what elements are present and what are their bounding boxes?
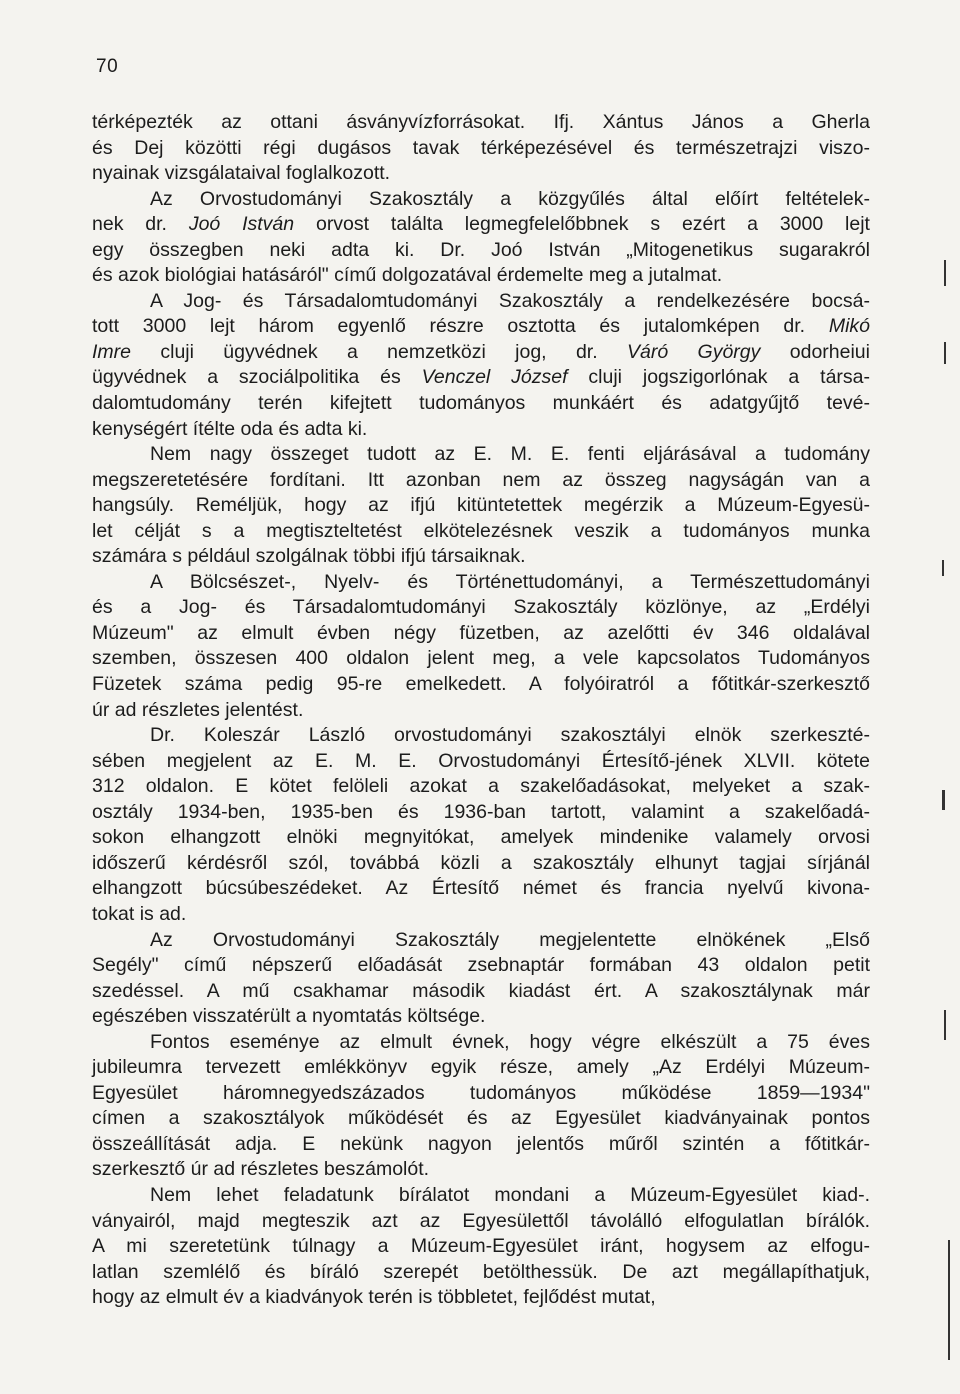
text-line: sében megjelent az E. M. E. Orvostudományi Értesítő-jének XLVII. kötete [92,749,870,772]
text-line: Fontos eseménye az elmult évnek, hogy végre elkészült a 75 éves [150,1030,870,1053]
scan-edge-mark [948,1240,950,1360]
text-line: Az Orvostudományi Szakosztály a közgyűlés által előírt feltételek- [150,187,870,210]
text-line: Füzetek száma pedig 95-re emelkedett. A folyóiratról a főtitkár-szerkesztő [92,673,870,696]
text-line: úr ad részletes jelentést. [92,698,304,721]
text-line: egészében visszatérült a nyomtatás költsége. [92,1005,486,1028]
text-line: nek dr. Joó István orvost találta legmegfelelőbbnek s ezért a 3000 lejt [92,213,870,236]
text-line: Az Orvostudományi Szakosztály megjelentette elnökének „Első [150,928,870,951]
text-line: tott 3000 lejt három egyenlő részre osztotta és jutalomképen dr. Mikó [92,315,870,338]
text-line: latlan szemlélő és bíráló szerepét betölthessük. De azt megállapíthatjuk, [92,1260,870,1283]
text-line: A Bölcsészet-, Nyelv- és Történettudományi, a Természettudományi [150,570,870,593]
text-line: szerkesztő úr ad részletes beszámolót. [92,1158,430,1181]
text-line: összeállítását adja. E nekünk nagyon jelentős műről szintén a főtitkár- [92,1132,870,1155]
text-line: és Dej közötti régi dugásos tavak térképezésével és természetrajzi viszo- [92,136,870,159]
text-line: let célját s a megtiszteltetést elkötelezésnek veszik a tudományos munka [92,519,870,542]
text-line: ványairól, majd megteszik azt az Egyesülettől távolálló elfogulatlan bírálók. [92,1209,870,1232]
text-line: egy összegben neki adta ki. Dr. Joó István „Mitogenetikus sugarakról [92,238,870,261]
text-line: szedéssel. A mű csakhamar második kiadást ért. A szakosztálynak már [92,979,870,1002]
text-line: ügyvédnek a szociálpolitika és Venczel József cluji jogszigorlónak a társa- [92,366,870,389]
text-line: időszerű kérdésről szól, továbbá közli a szakosztály elhunyt tagjai sírjánál [92,851,870,874]
text-line: nyainak vizsgálataival foglalkozott. [92,162,391,185]
text-line: osztály 1934-ben, 1935-ben és 1936-ban tartott, valamint a szakelőadá- [92,800,870,823]
text-line: Nem nagy összeget tudott az E. M. E. fenti eljárásával a tudomány [150,443,870,466]
text-line: Segély" című népszerű előadását zsebnaptár formában 43 oldalon petit [92,954,870,977]
text-line: kenységért ítélte oda és adta ki. [92,417,368,440]
text-line: és azok biológiai hatásáról" című dolgozatával érdemelte meg a jutalmat. [92,264,723,287]
scan-edge-mark [942,790,945,810]
text-line: A Jog- és Társadalomtudományi Szakosztály a rendelkezésére bocsá- [150,289,870,312]
body-text [92,110,870,1311]
text-line: címen a szakosztályok működését és az Egyesület kiadványainak pontos [92,1107,870,1130]
text-line: sokon elhangzott elnöki megnyitókat, amelyek mindenike valamely orvosi [92,826,870,849]
text-line: hogy az elmult év a kiadványok terén is többletet, fejlődést mutat, [92,1286,656,1309]
scan-edge-mark [944,342,946,364]
text-line: A mi szeretetünk túlnagy a Múzeum-Egyesület iránt, hogysem az elfogu- [92,1235,870,1258]
text-line: és a Jog- és Társadalomtudományi Szakosztály közlönye, az „Erdélyi [92,596,870,619]
text-line: Múzeum" az elmult évben négy füzetben, az azelőtti év 346 oldalával [92,621,870,644]
text-line: Imre cluji ügyvédnek a nemzetközi jog, dr. Váró György odorheiui [92,340,870,363]
text-line: Dr. Koleszár László orvostudományi szakosztályi elnök szerkeszté- [150,724,870,747]
text-line: tokat is ad. [92,902,187,925]
scan-edge-mark [942,560,944,576]
text-line: szemben, összesen 400 oldalon jelent meg, a vele kapcsolatos Tudományos [92,647,870,670]
text-line: Nem lehet feladatunk bírálatot mondani a Múzeum-Egyesület kiad-. [150,1183,870,1206]
text-line: dalomtudomány terén kifejtett tudományos munkáért és adatgyűjtő tevé- [92,392,870,415]
text-line: 312 oldalon. E kötet felöleli azokat a szakelőadásokat, melyeket a szak- [92,775,870,798]
text-line: jubileumra tervezett emlékkönyv egyik része, amely „Az Erdélyi Múzeum- [92,1056,870,1079]
page-number: 70 [96,56,119,77]
text-line: Egyesület háromnegyedszázados tudományos működése 1859—1934" [92,1081,870,1104]
scan-edge-mark [944,260,946,286]
text-line: hangsúly. Reméljük, hogy az ifjú kitüntetettek megérzik a Múzeum-Egyesü- [92,494,870,517]
text-line: elhangzott búcsúbeszédeket. Az Értesítő német és francia nyelvű kivona- [92,877,870,900]
text-line: számára s például szolgálnak többi ifjú társaiknak. [92,545,526,568]
text-line: térképezték az ottani ásványvízforrásokat. Ifj. Xántus János a Gherla [92,111,870,133]
text-line: megszeretetésére fordítani. Itt azonban nem az összeg nagyságán van a [92,468,870,491]
scan-edge-mark [944,1010,946,1040]
